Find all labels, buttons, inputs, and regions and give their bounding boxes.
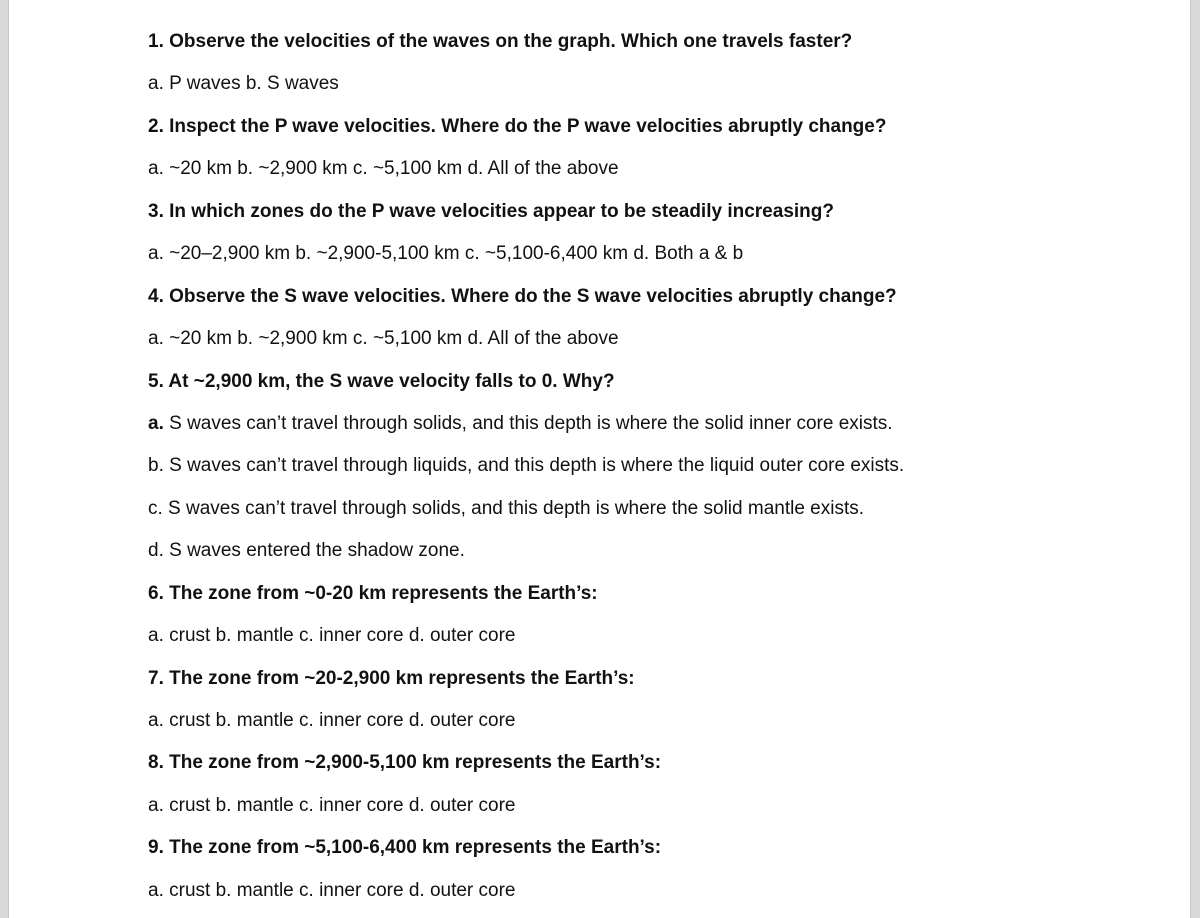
worksheet-content [148, 26, 1148, 917]
question-2: 2. Inspect the P wave velocities. Where do the P wave velocities abruptly change? [148, 115, 887, 137]
answer-option-5c: c. S waves can’t travel through solids, and this depth is where the solid mantle exists. [148, 497, 865, 519]
answer-letter-5a: a. [148, 412, 164, 434]
answer-options-9: a. crust b. mantle c. inner core d. outer core [148, 879, 516, 901]
question-9: 9. The zone from ~5,100-6,400 km represents the Earth’s: [148, 837, 662, 859]
answer-option-5b: b. S waves can’t travel through liquids, and this depth is where the liquid outer core exists. [148, 455, 905, 477]
answer-options-6: a. crust b. mantle c. inner core d. outer core [148, 625, 516, 647]
answer-options-8: a. crust b. mantle c. inner core d. outer core [148, 794, 516, 816]
question-5: 5. At ~2,900 km, the S wave velocity falls to 0. Why? [148, 370, 615, 392]
answer-options-3: a. ~20–2,900 km b. ~2,900-5,100 km c. ~5,100-6,400 km d. Both a & b [148, 243, 744, 265]
document-page [8, 0, 1191, 918]
answer-option-5d: d. S waves entered the shadow zone. [148, 540, 465, 562]
question-3: 3. In which zones do the P wave velocities appear to be steadily increasing? [148, 200, 834, 222]
question-1: 1. Observe the velocities of the waves on the graph. Which one travels faster? [148, 31, 853, 52]
answer-options-4: a. ~20 km b. ~2,900 km c. ~5,100 km d. All of the above [148, 328, 619, 350]
answer-option-5a [148, 408, 1148, 450]
question-7: 7. The zone from ~20-2,900 km represents the Earth’s: [148, 667, 635, 689]
question-4: 4. Observe the S wave velocities. Where do the S wave velocities abruptly change? [148, 285, 897, 307]
answer-text-5a: S waves can’t travel through solids, and this depth is where the solid inner core exists. [163, 412, 893, 434]
answer-options-7: a. crust b. mantle c. inner core d. outer core [148, 710, 516, 731]
answer-options-2: a. ~20 km b. ~2,900 km c. ~5,100 km d. All of the above [148, 158, 619, 180]
question-8: 8. The zone from ~2,900-5,100 km represents the Earth’s: [148, 752, 662, 774]
answer-options-1: a. P waves b. S waves [148, 73, 339, 95]
question-6: 6. The zone from ~0-20 km represents the Earth’s: [148, 582, 598, 604]
